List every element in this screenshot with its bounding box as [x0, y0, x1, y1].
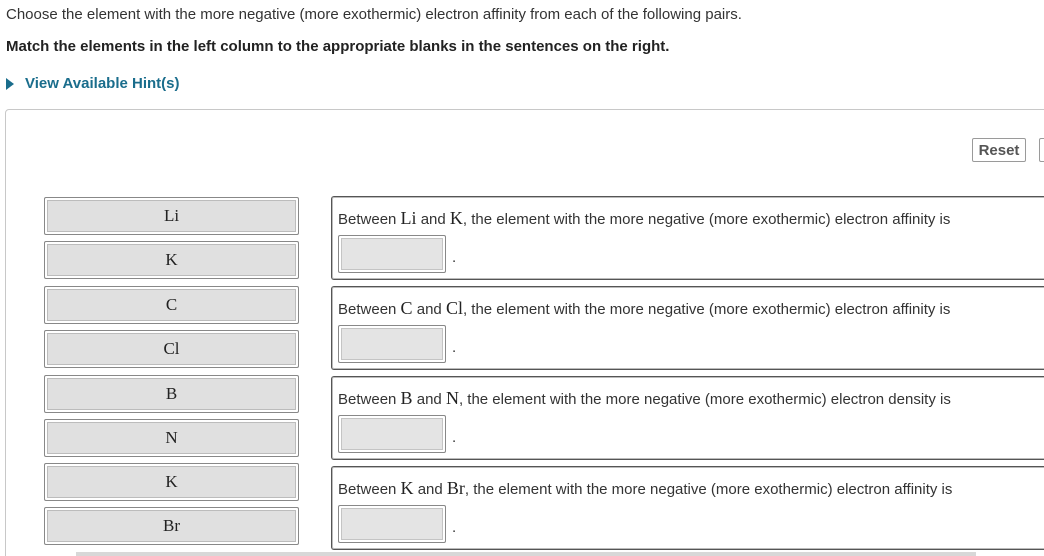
element-tile-cl[interactable]: Cl [44, 330, 299, 368]
sentence-conjunction: and [416, 211, 450, 228]
drop-target[interactable] [338, 505, 446, 543]
sentence-period: . [452, 519, 457, 536]
element-symbol: Br [446, 478, 465, 498]
sentence-prefix: Between [338, 301, 401, 318]
sentence-text [338, 388, 951, 409]
sentence-period: . [452, 429, 457, 446]
element-tile-br[interactable]: Br [44, 507, 299, 545]
sentence-conjunction: and [412, 391, 446, 408]
horizontal-scrollbar[interactable] [76, 552, 976, 556]
reset-button[interactable]: Reset [972, 138, 1026, 162]
view-hints-link[interactable] [6, 75, 180, 92]
sentence-box-2 [331, 286, 1044, 370]
sentence-suffix: , the element with the more negative (more exothermic) electron density is [458, 391, 951, 408]
sentence-box-1 [331, 196, 1044, 280]
element-symbol: Li [400, 208, 417, 228]
element-tile-k-2[interactable]: K [44, 463, 299, 501]
element-tile-n[interactable]: N [44, 419, 299, 457]
element-symbol: C [400, 298, 413, 318]
element-symbol: K [400, 478, 414, 498]
element-tile-c[interactable]: C [44, 286, 299, 324]
element-symbol: K [449, 208, 463, 228]
drop-target[interactable] [338, 415, 446, 453]
drop-target[interactable] [338, 235, 446, 273]
element-tile-k[interactable]: K [44, 241, 299, 279]
sentence-conjunction: and [413, 481, 447, 498]
sentence-conjunction: and [412, 301, 446, 318]
expand-triangle-icon [6, 78, 14, 90]
sentence-prefix: Between [338, 391, 401, 408]
question-text: Choose the element with the more negative (more exothermic) electron affinity from each of the following pairs. [6, 6, 742, 23]
element-tile-li[interactable]: Li [44, 197, 299, 235]
element-symbol: B [400, 388, 413, 408]
sentence-period: . [452, 249, 457, 266]
sentence-box-4 [331, 466, 1044, 550]
sentence-prefix: Between [338, 211, 401, 228]
view-hints-label: View Available Hint(s) [25, 75, 180, 92]
sentence-prefix: Between [338, 481, 401, 498]
sentence-suffix: , the element with the more negative (more exothermic) electron affinity is [462, 211, 951, 228]
sentence-text [338, 478, 952, 499]
help-button[interactable] [1039, 138, 1044, 162]
element-tile-b[interactable]: B [44, 375, 299, 413]
sentence-suffix: , the element with the more negative (more exothermic) electron affinity is [462, 301, 951, 318]
sentence-period: . [452, 339, 457, 356]
element-symbol: Cl [445, 298, 463, 318]
sentence-text [338, 208, 950, 229]
sentence-box-3 [331, 376, 1044, 460]
sentence-text [338, 298, 950, 319]
drop-target[interactable] [338, 325, 446, 363]
match-instructions: Match the elements in the left column to the appropriate blanks in the sentences on the right. [6, 38, 670, 55]
element-symbol: N [445, 388, 459, 408]
sentence-suffix: , the element with the more negative (more exothermic) electron affinity is [464, 481, 953, 498]
